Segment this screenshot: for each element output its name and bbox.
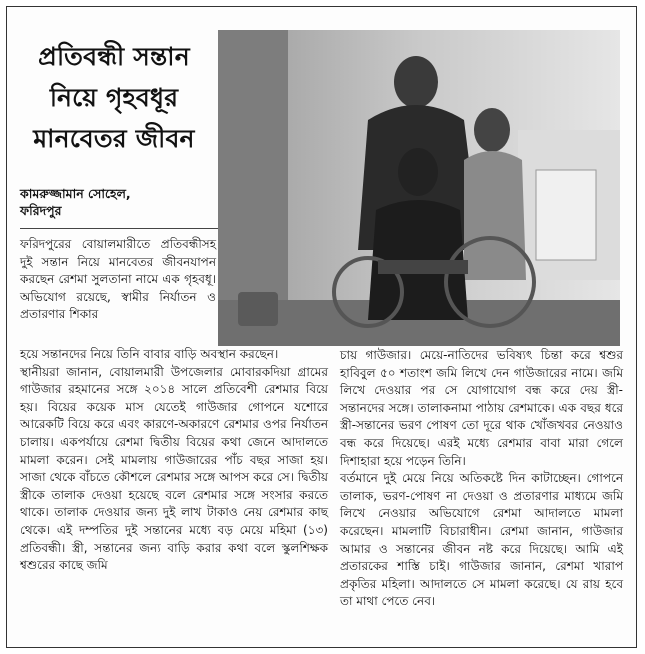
byline-divider (20, 228, 220, 229)
headline-line: নিয়ে গৃহবধূর (49, 83, 179, 112)
byline-location: ফরিদপুর (20, 203, 62, 218)
body-column-left (20, 346, 328, 575)
headline-line: মানবেতর জীবন (33, 124, 195, 153)
byline-author: কামরুজ্জামান সোহেল, (20, 186, 131, 201)
body-paragraph: ফরিদপুরের বোয়ালমারীতে প্রতিবন্ধীসহ দুই সন্তান নিয়ে মানবেতর জীবনযাপন করছেন রেশমা সুলতানা নামে এক গৃহবধূ। অভিযোগ রয়েছে, স্বামীর নির্যাতন ও প্রতারণার শিকার (20, 237, 216, 322)
headline (14, 36, 214, 159)
body-column-top (20, 236, 216, 324)
body-paragraph: হয়ে সন্তানদের নিয়ে তিনি বাবার বাড়ি অবস্থান করছেন। (20, 347, 279, 361)
headline-line: প্রতিবন্ধী সন্তান (38, 42, 190, 71)
photo-icon (218, 30, 620, 346)
body-paragraph: বর্তমানে দুই মেয়ে নিয়ে অতিকষ্টে দিন কাটাচ্ছেন। গোপনে তালাক, ভরণ-পোষণ না দেওয়া ও প্রতারণার মাধ্যমে জমি লিখে নেওয়ার অভিযোগে রেশমা আদালতে মামলা করেছেন। মামলাটি বিচারাধীন। রেশমা জানান, গাউজার আমার ও সন্তানের জীবন নষ্ট করে দিয়েছে। আমি এই প্রতারকের শাস্তি চাই। গাউজার জানান, রেশমা খারাপ প্রকৃতির মহিলা। আদালতে সে মামলা করেছে। যে রায় হবে তা মাথা পেতে নেব। (340, 471, 623, 609)
byline (20, 185, 215, 219)
body-paragraph: স্থানীয়রা জানান, বোয়ালমারী উপজেলার মোবারকদিয়া গ্রামের গাউজার রহমানের সঙ্গে ২০১৪ সালে প্রতিবেশী রেশমার বিয়ে হয়। বিয়ের কয়েক মাস যেতেই গাউজার গোপনে যশোরে আরেকটি বিয়ে করে এবং কারণে-অকারণে রেশমার ওপর নির্যাতন চালায়। একপর্যায়ে রেশমা দ্বিতীয় বিয়ের কথা জেনে আদালতে মামলা করেন। সেই মামলায় গাউজারের পাঁচ বছর সাজা হয়। সাজা থেকে বাঁচতে কৌশলে রেশমার সঙ্গে আপস করে সে। দ্বিতীয় স্ত্রীকে তালাক দেওয়া হয়েছে বলে রেশমার সঙ্গে সংসার করতে থাকে। তালাক দেওয়ার জন্য দুই লাখ টাকাও নেয় রেশমার কাছ থেকে। এই দম্পতির দুই সন্তানের মধ্যে বড় মেয়ে মহিমা (১৩) প্রতিবন্ধী। স্ত্রী, সন্তানের জন্য বাড়ি করার কথা বলে স্কুলশিক্ষক শ্বশুরের কাছে জমি (20, 364, 328, 573)
body-column-right (340, 347, 623, 611)
body-paragraph: চায় গাউজার। মেয়ে-নাতিদের ভবিষ্যৎ চিন্তা করে শ্বশুর হাবিবুল ৫০ শতাংশ জমি লিখে দেন গাউজারের নামে। জমি লিখে দেওয়ার পর সে যোগাযোগ বন্ধ করে দেয় স্ত্রী-সন্তানদের সঙ্গে। তালাকনামা পাঠায় রেশমাকে। এক বছর ধরে স্ত্রী-সন্তানের ভরণ পোষণ তো দূরে থাক খোঁজখবর নেওয়াও বন্ধ করে দিয়েছে। এরই মধ্যে রেশমার বাবা মারা গেলে দিশাহারা হয়ে পড়েন তিনি। (340, 348, 623, 468)
article-photo (218, 30, 620, 346)
